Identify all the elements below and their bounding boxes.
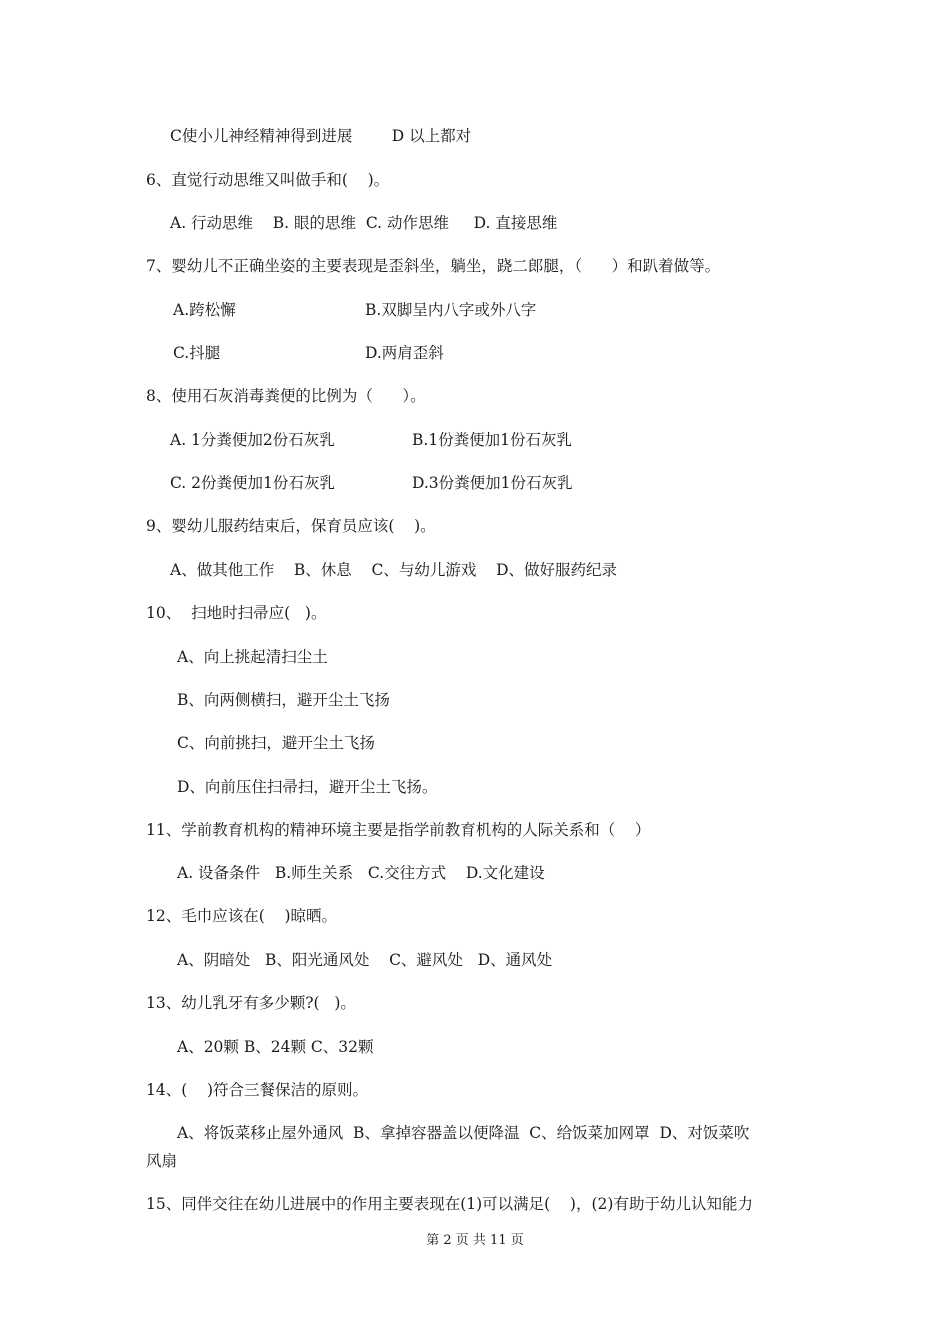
option-q8-d: D.3份粪便加1份石灰乳 (412, 474, 573, 492)
option-q7-b: B.双脚呈内八字或外八字 (365, 301, 537, 319)
option-line-q5-cd: C使小儿神经精神得到进展 D 以上都对 (170, 127, 472, 145)
option-q7-d: D.两肩歪斜 (365, 344, 444, 362)
options-q13: A、20颗 B、24颗 C、32颗 (177, 1038, 374, 1056)
options-q9: A、做其他工作 B、休息 C、与幼儿游戏 D、做好服药纪录 (170, 561, 617, 579)
question-13: 13、幼儿乳牙有多少颗?( )。 (146, 994, 356, 1012)
option-q8-b: B.1份粪便加1份石灰乳 (412, 431, 573, 449)
question-8: 8、使用石灰消毒粪便的比例为（ ）。 (146, 387, 426, 405)
options-q11: A. 设备条件 B.师生关系 C.交往方式 D.文化建设 (177, 864, 545, 882)
option-q10-d: D、向前压住扫帚扫，避开尘土飞扬。 (177, 778, 438, 796)
option-q8-c: C. 2份粪便加1份石灰乳 (170, 474, 335, 492)
question-14: 14、( )符合三餐保洁的原则。 (146, 1081, 369, 1099)
question-9: 9、婴幼儿服药结束后，保育员应该( )。 (146, 517, 436, 535)
option-q7-c: C.抖腿 (173, 344, 221, 362)
options-q14: A、将饭菜移止屋外通风 B、拿掉容器盖以便降温 C、给饭菜加网罩 D、对饭菜吹 (177, 1124, 750, 1142)
question-7: 7、婴幼儿不正确坐姿的主要表现是歪斜坐，躺坐，跷二郎腿，（ ）和趴着做等。 (146, 257, 721, 275)
option-q7-a: A.跨松懈 (173, 301, 236, 319)
question-12: 12、毛巾应该在( )晾晒。 (146, 907, 338, 925)
question-10: 10、 扫地时扫帚应( )。 (146, 604, 327, 622)
option-q10-b: B、向两侧横扫，避开尘土飞扬 (177, 691, 390, 709)
page-footer: 第 2 页 共 11 页 (426, 1233, 524, 1248)
options-q6: A. 行动思维 B. 眼的思维 C. 动作思维 D. 直接思维 (170, 214, 558, 232)
option-q10-a: A、向上挑起清扫尘土 (177, 648, 328, 666)
question-15: 15、同伴交往在幼儿进展中的作用主要表现在(1)可以满足( )，(2)有助于幼儿认知能力 (146, 1195, 753, 1213)
options-q14-continued: 风扇 (146, 1152, 178, 1170)
question-11: 11、学前教育机构的精神环境主要是指学前教育机构的人际关系和（ ） (146, 821, 651, 839)
question-6: 6、直觉行动思维又叫做手和( )。 (146, 171, 390, 189)
options-q12: A、阴暗处 B、阳光通风处 C、避风处 D、通风处 (177, 951, 553, 969)
option-q8-a: A. 1分粪便加2份石灰乳 (170, 431, 335, 449)
option-q10-c: C、向前挑扫，避开尘土飞扬 (177, 734, 375, 752)
